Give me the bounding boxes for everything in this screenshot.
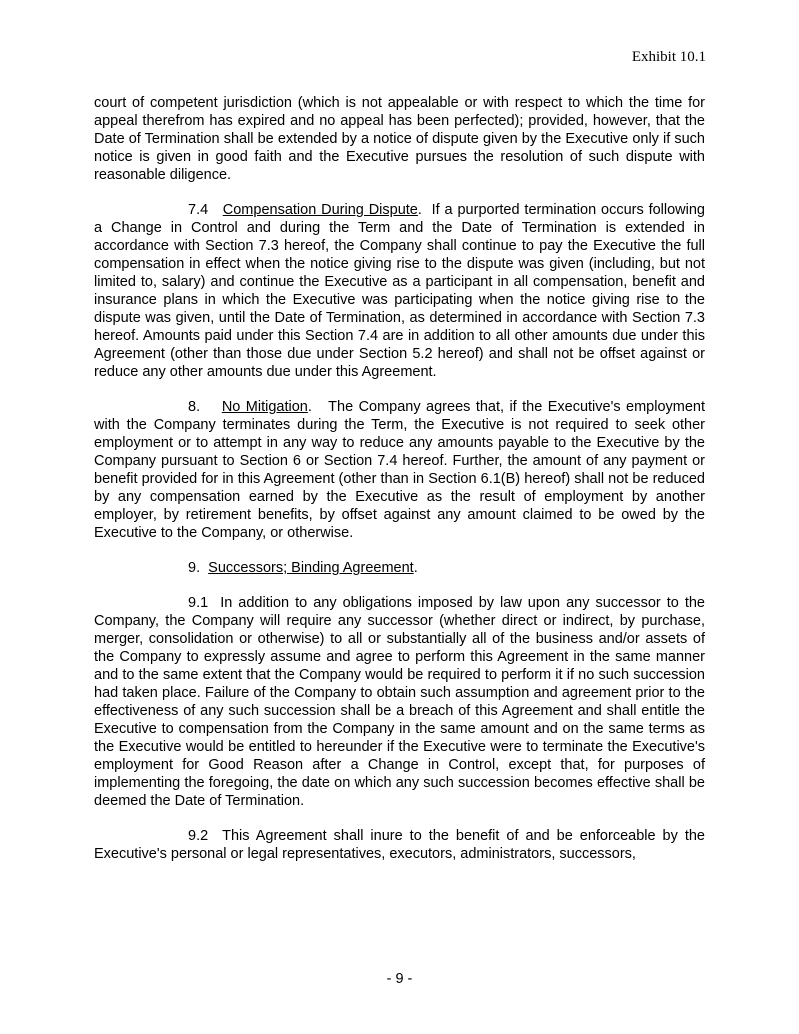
section-heading: No Mitigation	[221, 399, 308, 415]
section-text: If a purported termination occurs following a Change in Control and during the Term and the Date of Termination is extended in accordance with Section 7.3 hereof, the Company shall continue to pay the Executive the full compensation in effect when the notice giving rise to the dispute was given (including, but not limited to, salary) and continue the Executive as a participant in all compensation, benefit and insurance plans in which the Executive was participating when the notice giving rise to the dispute was given, until the Date of Termination, as determined in accordance with Section 7.3 hereof. Amounts paid under this Section 7.4 are in addition to all other amounts due under this Agreement (other than those due under Section 5.2 hereof) and shall not be offset against or reduce any other amounts due under this Agreement.	[94, 202, 705, 380]
section-heading: Successors; Binding Agreement	[208, 560, 414, 576]
section-number: 9.2	[188, 828, 209, 844]
exhibit-label: Exhibit 10.1	[631, 49, 706, 65]
document-body	[94, 94, 705, 880]
section-9-2	[94, 827, 705, 863]
section-7-4: 7.4 Compensation During Dispute. If a purported termination occurs following a Change in Control and during the Term and the Date of Termination is extended in accordance with Section 7.3 hereof, the Company shall continue to pay the Executive the full compensation in effect when the notice giving rise to the dispute was given (including, but not limited to, salary) and continue the Executive as a participant in all compensation, benefit and insurance plans in which the Executive was participating when the notice giving rise to the dispute was given, until the Date of Termination, as determined in accordance with Section 7.3 hereof. Amounts paid under this Section 7.4 are in addition to all other amounts due under this Agreement (other than those due under Section 5.2 hereof) and shall not be offset against or reduce any other amounts due under this Agreement.	[94, 202, 705, 380]
section-number: 8.	[188, 399, 201, 415]
page-number: - 9 -	[386, 971, 413, 987]
paragraph-text: court of competent jurisdiction (which is not appealable or with respect to which the time for appeal therefrom has expired and no appeal has been perfected); provided, however, that the Date of Termination shall be extended by a notice of dispute given by the Executive only if such notice is given in good faith and the Executive pursues the resolution of such dispute with reasonable diligence.	[94, 95, 705, 183]
section-9-1	[94, 594, 705, 810]
section-8: 8. No Mitigation. The Company agrees that, if the Executive's employment with the Company terminates during the Term, the Executive is not required to seek other employment or to attempt in any way to reduce any amounts payable to the Executive by the Company pursuant to Section 6 or Section 7.4 hereof. Further, the amount of any payment or benefit provided for in this Agreement (other than in Section 6.1(B) hereof) shall not be reduced by any compensation earned by the Executive as the result of employment by another employer, by retirement benefits, by offset against any amount claimed to be owed by the Executive to the Company, or otherwise.	[94, 399, 706, 541]
paragraph-continuation	[94, 94, 705, 184]
section-text: In addition to any obligations imposed by law upon any successor to the Company, the Company will require any successor (whether direct or indirect, by purchase, merger, consolidation or otherwise) to all or substantially all of the business and/or assets of the Company to expressly assume and agree to perform this Agreement in the same manner and to the same extent that the Company would be required to perform it if no such succession had taken place. Failure of the Company to obtain such assumption and agreement prior to the effectiveness of any such succession shall be a breach of this Agreement and shall entitle the Executive to compensation from the Company in the same amount and on the same terms as the Executive would be entitled to hereunder if the Executive were to terminate the Executive's employment for Good Reason after a Change in Control, except that, for purposes of implementing the foregoing, the date on which any such succession becomes effective shall be deemed the Date of Termination.	[94, 595, 705, 809]
section-heading: Compensation During Dispute	[222, 202, 418, 218]
section-text: The Company agrees that, if the Executive's employment with the Company terminates during the Term, the Executive is not required to seek other employment or to attempt in any way to reduce any amounts payable to the Executive by the Company pursuant to Section 6 or Section 7.4 hereof. Further, the amount of any payment or benefit provided for in this Agreement (other than in Section 6.1(B) hereof) shall not be reduced by any compensation earned by the Executive as the result of employment by another employer, by retirement benefits, by offset against any amount claimed to be owed by the Executive to the Company, or otherwise.	[94, 399, 706, 541]
section-number: 9.	[188, 560, 201, 576]
section-number: 7.4	[188, 202, 209, 218]
section-text: This Agreement shall inure to the benefit of and be enforceable by the Executive's personal or legal representatives, executors, administrators, successors,	[94, 828, 705, 862]
section-9: 9. Successors; Binding Agreement.	[188, 560, 418, 576]
section-number: 9.1	[188, 595, 209, 611]
